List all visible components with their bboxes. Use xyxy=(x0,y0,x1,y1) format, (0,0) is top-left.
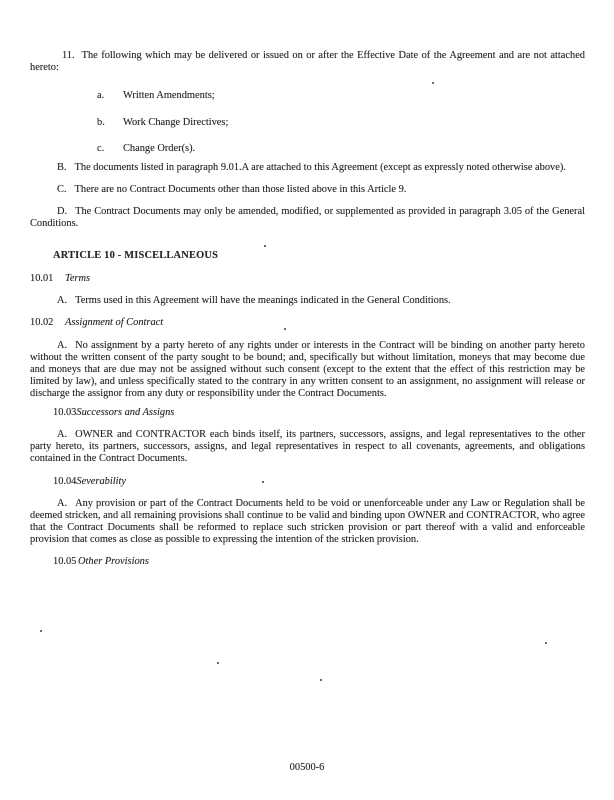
paragraph-text: Terms used in this Agreement will have the meanings indicated in the General Conditions. xyxy=(75,295,451,306)
scan-speckle-dot xyxy=(545,642,547,644)
section-10-01-paragraph xyxy=(30,295,585,307)
section-title: Assignment of Contract xyxy=(65,317,164,328)
scan-speckle-dot xyxy=(264,245,266,247)
list-item-letter: a. xyxy=(97,90,105,101)
clause-text: The following which may be delivered or issued on or after the Effective Date of the Agreement and are not attached hereto: xyxy=(30,50,585,73)
paragraph-text: The Contract Documents may only be amended, modified, or supplemented as provided in paragraph 3.05 of the General Conditions. xyxy=(30,206,585,229)
paragraph-letter: A. xyxy=(57,295,68,306)
scan-speckle-dot xyxy=(262,481,264,483)
section-10-04-paragraph xyxy=(30,498,585,546)
section-number: 10.02 xyxy=(30,317,54,328)
paragraph-letter: C. xyxy=(57,184,67,195)
list-item-letter: b. xyxy=(97,117,105,128)
paragraph-letter: A. xyxy=(57,340,68,351)
section-10-03-paragraph xyxy=(30,429,585,465)
paragraph-text: There are no Contract Documents other than those listed above in this Article 9. xyxy=(74,184,407,195)
section-number: 10.03 xyxy=(53,407,77,418)
clause-11-paragraph xyxy=(30,50,585,74)
scan-speckle-dot xyxy=(40,630,42,632)
section-title: Severability xyxy=(76,476,127,487)
section-heading-10-01 xyxy=(30,273,585,285)
scan-speckle-dot xyxy=(217,662,219,664)
list-item xyxy=(97,117,585,129)
list-item xyxy=(97,143,585,155)
section-title: Other Provisions xyxy=(78,556,149,567)
paragraph-text: Any provision or part of the Contract Documents held to be void or unenforceable under any Law or Regulation shall be deemed stricken, and all remaining provisions shall continue to be valid and binding upon OWNER and CONTRACTOR, who agree that the Contract Documents shall be reformed to replace such stricken provision or part thereof with a valid and enforceable provision that comes as close as possible to expressing the intention of the stricken provision. xyxy=(30,498,585,545)
scan-speckle-dot xyxy=(284,328,286,330)
section-10-02-paragraph xyxy=(30,340,585,400)
article-10-heading: ARTICLE 10 - MISCELLANEOUS xyxy=(53,250,219,261)
list-item-text: Change Order(s). xyxy=(123,143,196,154)
paragraph-text: OWNER and CONTRACTOR each binds itself, its partners, successors, assigns, and legal representatives to the other party hereto, its partners, successors, assigns, and legal representatives in respect to all covenants, agreements, and obligations contained in the Contract Documents. xyxy=(30,429,585,464)
section-heading-10-03 xyxy=(53,407,585,419)
section-number: 10.04 xyxy=(53,476,77,487)
paragraph-letter: A. xyxy=(57,429,68,440)
paragraph-D xyxy=(30,206,585,230)
scan-speckle-dot xyxy=(432,82,434,84)
section-heading-10-05 xyxy=(53,556,585,568)
paragraph-text: The documents listed in paragraph 9.01.A are attached to this Agreement (except as expressly noted otherwise above). xyxy=(74,162,566,173)
paragraph-B xyxy=(30,162,585,174)
paragraph-letter: B. xyxy=(57,162,67,173)
list-item-text: Work Change Directives; xyxy=(123,117,229,128)
page-number: 00500-6 xyxy=(289,762,325,773)
section-title: Successors and Assigns xyxy=(76,407,175,418)
paragraph-letter: A. xyxy=(57,498,68,509)
list-item xyxy=(97,90,585,102)
paragraph-letter: D. xyxy=(57,206,68,217)
scan-speckle-dot xyxy=(320,679,322,681)
section-number: 10.05 xyxy=(53,556,77,567)
section-number: 10.01 xyxy=(30,273,54,284)
section-heading-10-04 xyxy=(53,476,585,488)
paragraph-C xyxy=(30,184,585,196)
paragraph-text: No assignment by a party hereto of any rights under or interests in the Contract will be binding on another party hereto without the written consent of the party sought to be bound; and, specifically but without limitation, moneys that may become due and moneys that are due may not be assigned without such consent (except to the extent that the effect of this restriction may be limited by law), and unless specifically stated to the contrary in any written consent to an assignment, no assignment will release or discharge the assignor from any duty or responsibility under the Contract Documents. xyxy=(30,340,585,399)
list-item-text: Written Amendments; xyxy=(123,90,215,101)
list-item-letter: c. xyxy=(97,143,105,154)
section-title: Terms xyxy=(65,273,91,284)
clause-number: 11. xyxy=(62,50,75,61)
section-heading-10-02 xyxy=(30,317,585,329)
